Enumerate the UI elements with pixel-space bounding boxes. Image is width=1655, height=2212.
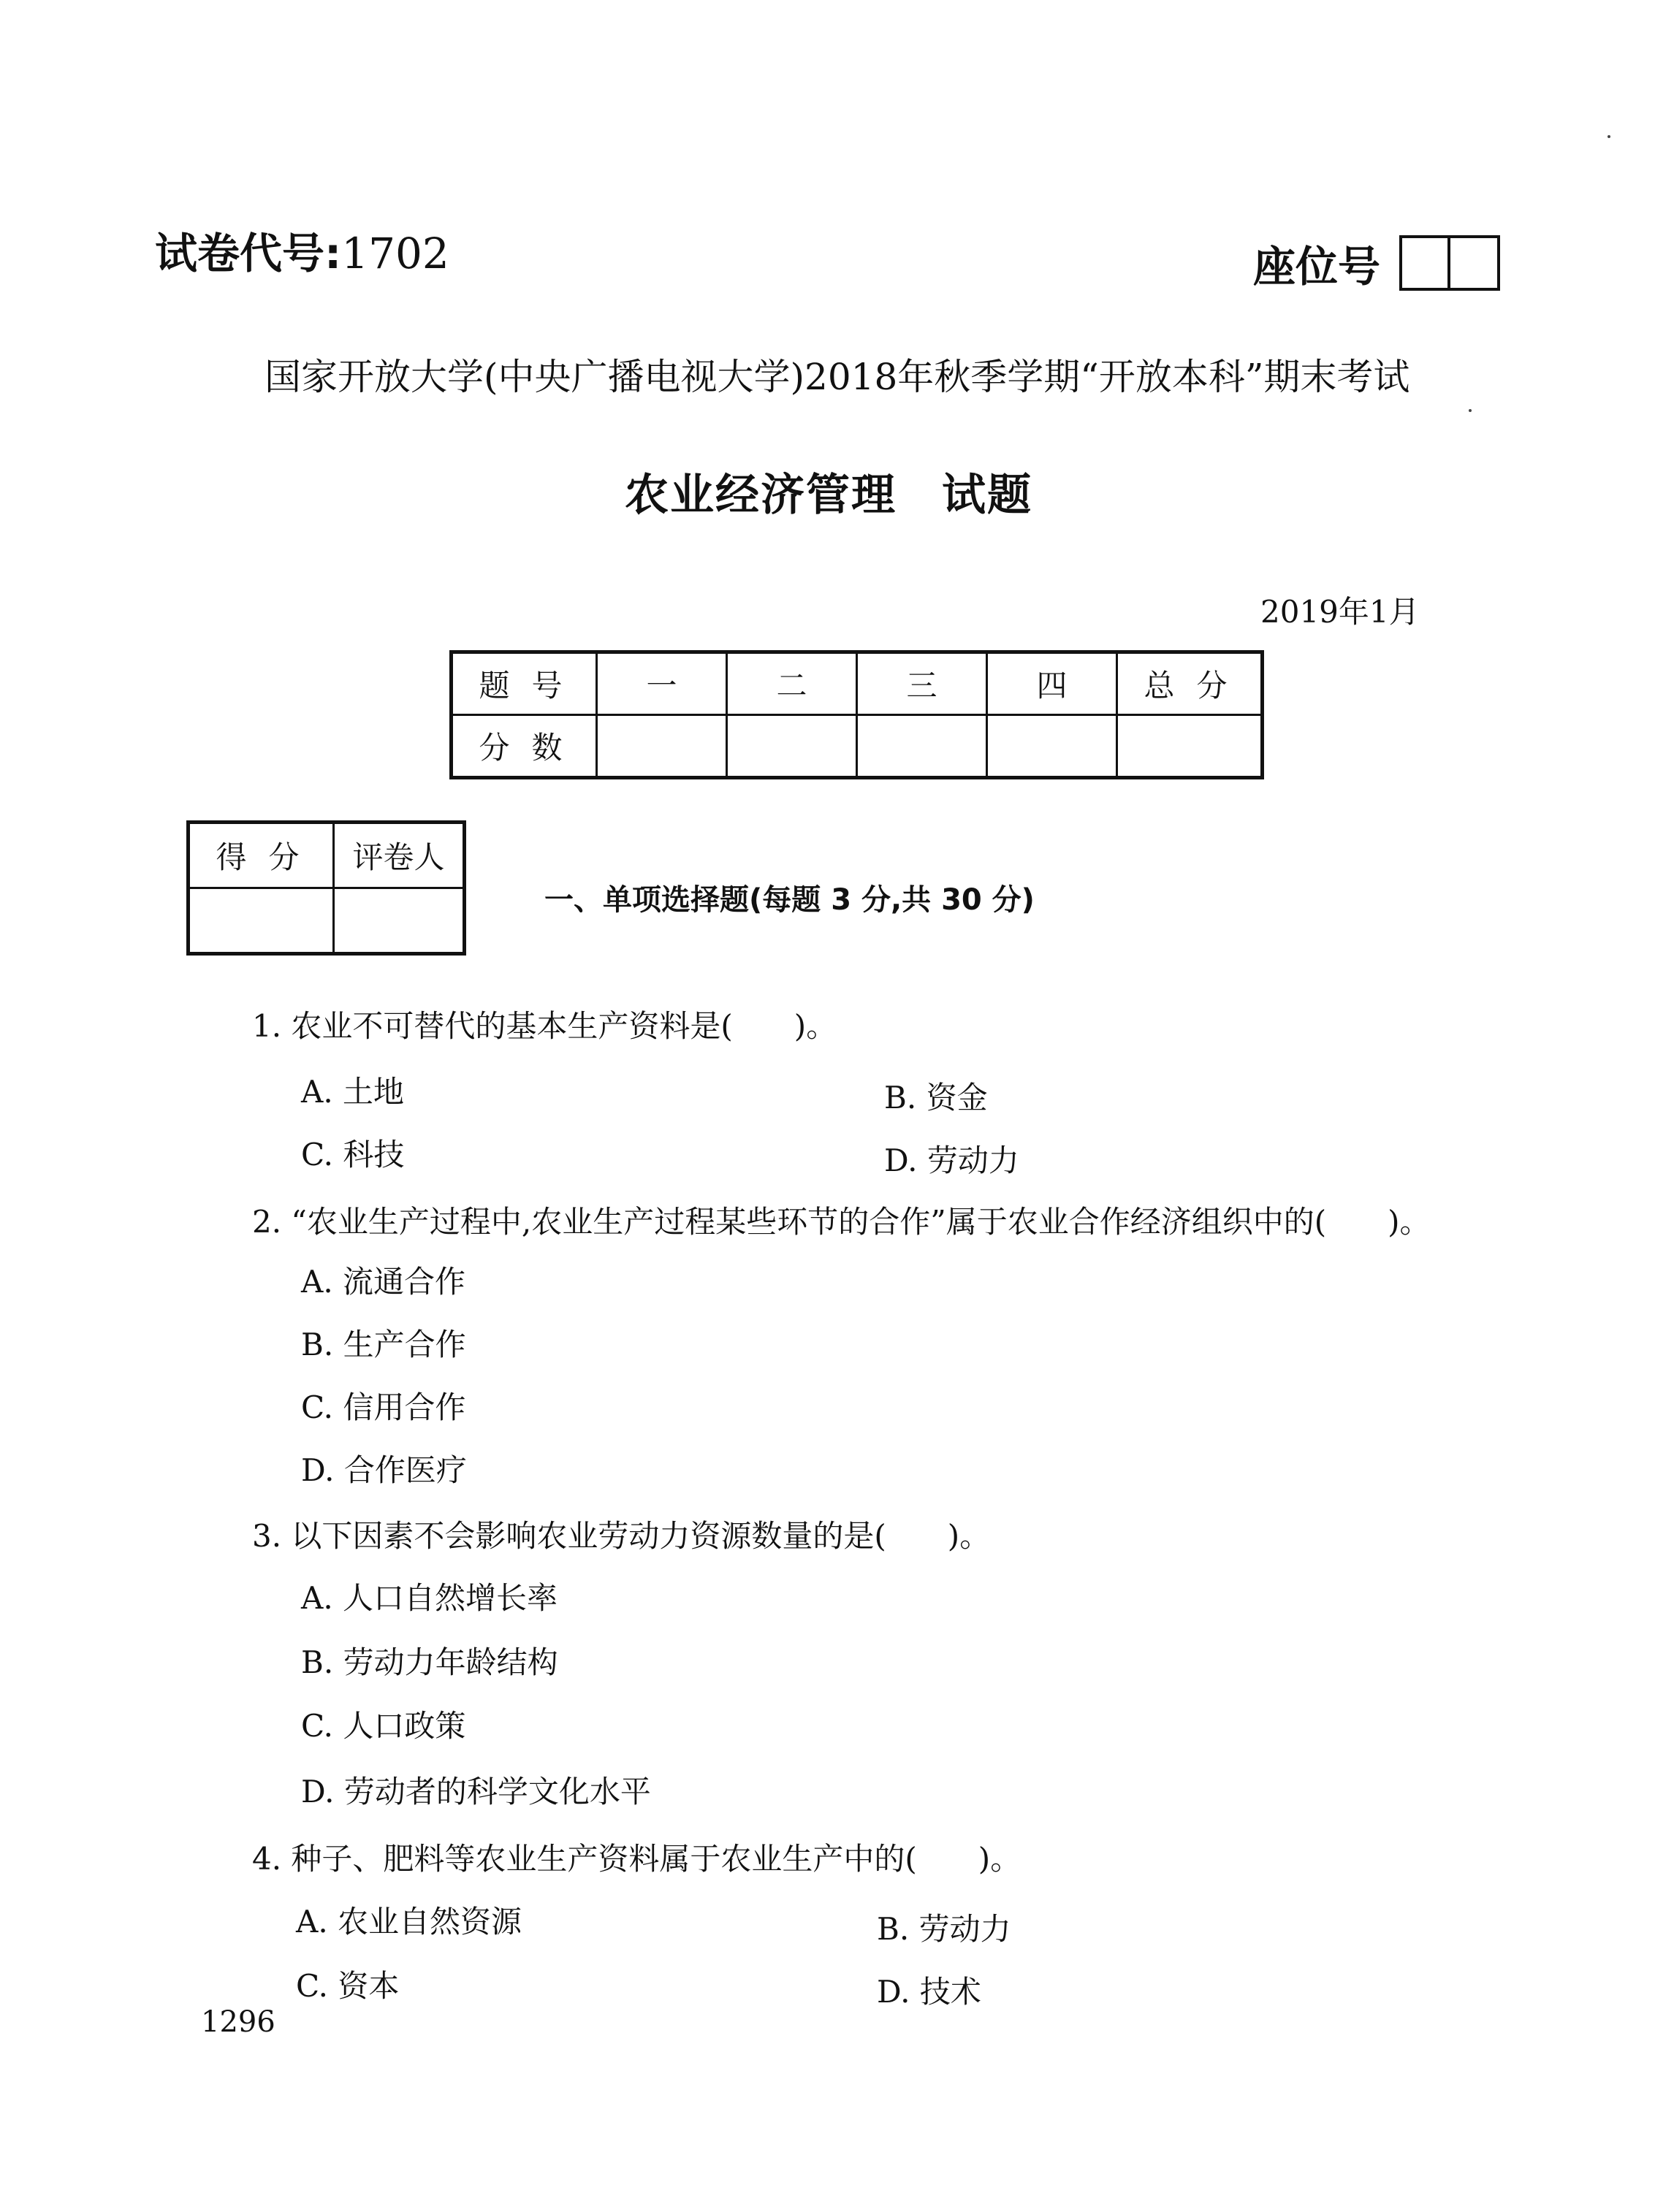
score-table [449, 650, 1264, 779]
score-cell[interactable] [987, 715, 1117, 778]
score-table-col: 一 [597, 652, 727, 715]
question-stem: 4. 种子、肥料等农业生产资料属于农业生产中的( )。 [252, 1841, 1021, 1877]
paper-code [155, 219, 449, 281]
question-option[interactable]: A. 流通合作 [301, 1264, 466, 1300]
paper-code-label: 试卷代号: [155, 229, 342, 278]
grader-table [186, 820, 466, 956]
score-table-value-row [452, 715, 1263, 778]
question-stem: 1. 农业不可替代的基本生产资料是( )。 [252, 1008, 837, 1044]
score-cell[interactable] [597, 715, 727, 778]
seat-label: 座位号 [1253, 242, 1381, 291]
score-cell[interactable] [1117, 715, 1263, 778]
score-table-col: 二 [727, 652, 857, 715]
question-option[interactable]: B. 生产合作 [301, 1327, 466, 1362]
question-option[interactable]: C. 资本 [296, 1968, 400, 2004]
score-table-label: 题号 [452, 652, 597, 715]
score-cell[interactable] [727, 715, 857, 778]
section-heading: 一、单项选择题(每题 3 分,共 30 分) [544, 883, 1035, 917]
scan-speck [1469, 409, 1472, 412]
question-option[interactable]: B. 劳动力年龄结构 [301, 1644, 558, 1680]
question-option[interactable]: B. 资金 [884, 1080, 988, 1115]
exam-date: 2019年1月 [1260, 594, 1420, 630]
question-option[interactable]: B. 劳动力 [877, 1911, 1011, 1947]
score-table-col: 三 [857, 652, 987, 715]
score-cell[interactable] [857, 715, 987, 778]
score-table-col: 总分 [1117, 652, 1263, 715]
question-stem: 2. “农业生产过程中,农业生产过程某些环节的合作”属于农业合作经济组织中的( )。 [252, 1204, 1431, 1240]
exam-title: 农业经济管理 试题 [625, 470, 1032, 521]
question-option[interactable]: A. 土地 [301, 1074, 405, 1110]
grader-name-header: 评卷人 [334, 823, 465, 888]
score-table-header-row [452, 652, 1263, 715]
university-line: 国家开放大学(中央广播电视大学)2018年秋季学期“开放本科”期末考试 [265, 356, 1410, 398]
seat-number-box[interactable] [1399, 235, 1500, 291]
page-number: 1296 [201, 2005, 275, 2039]
question-option[interactable]: A. 农业自然资源 [296, 1904, 522, 1940]
question-option[interactable]: D. 合作医疗 [301, 1452, 467, 1488]
grader-score-header: 得分 [189, 823, 334, 888]
scan-speck [1608, 135, 1610, 138]
question-option[interactable]: C. 人口政策 [301, 1708, 466, 1744]
paper-code-number: 1702 [341, 229, 449, 278]
question-option[interactable]: A. 人口自然增长率 [301, 1580, 558, 1616]
question-option[interactable]: D. 劳动力 [884, 1143, 1019, 1178]
question-option[interactable]: D. 技术 [877, 1974, 981, 2010]
question-option[interactable]: C. 信用合作 [301, 1389, 466, 1425]
score-table-label: 分数 [452, 715, 597, 778]
score-table-col: 四 [987, 652, 1117, 715]
question-stem: 3. 以下因素不会影响农业劳动力资源数量的是( )。 [252, 1518, 991, 1554]
question-option[interactable]: D. 劳动者的科学文化水平 [301, 1774, 651, 1809]
grader-name-cell[interactable] [334, 888, 465, 954]
grader-score-cell[interactable] [189, 888, 334, 954]
question-option[interactable]: C. 科技 [301, 1137, 405, 1172]
